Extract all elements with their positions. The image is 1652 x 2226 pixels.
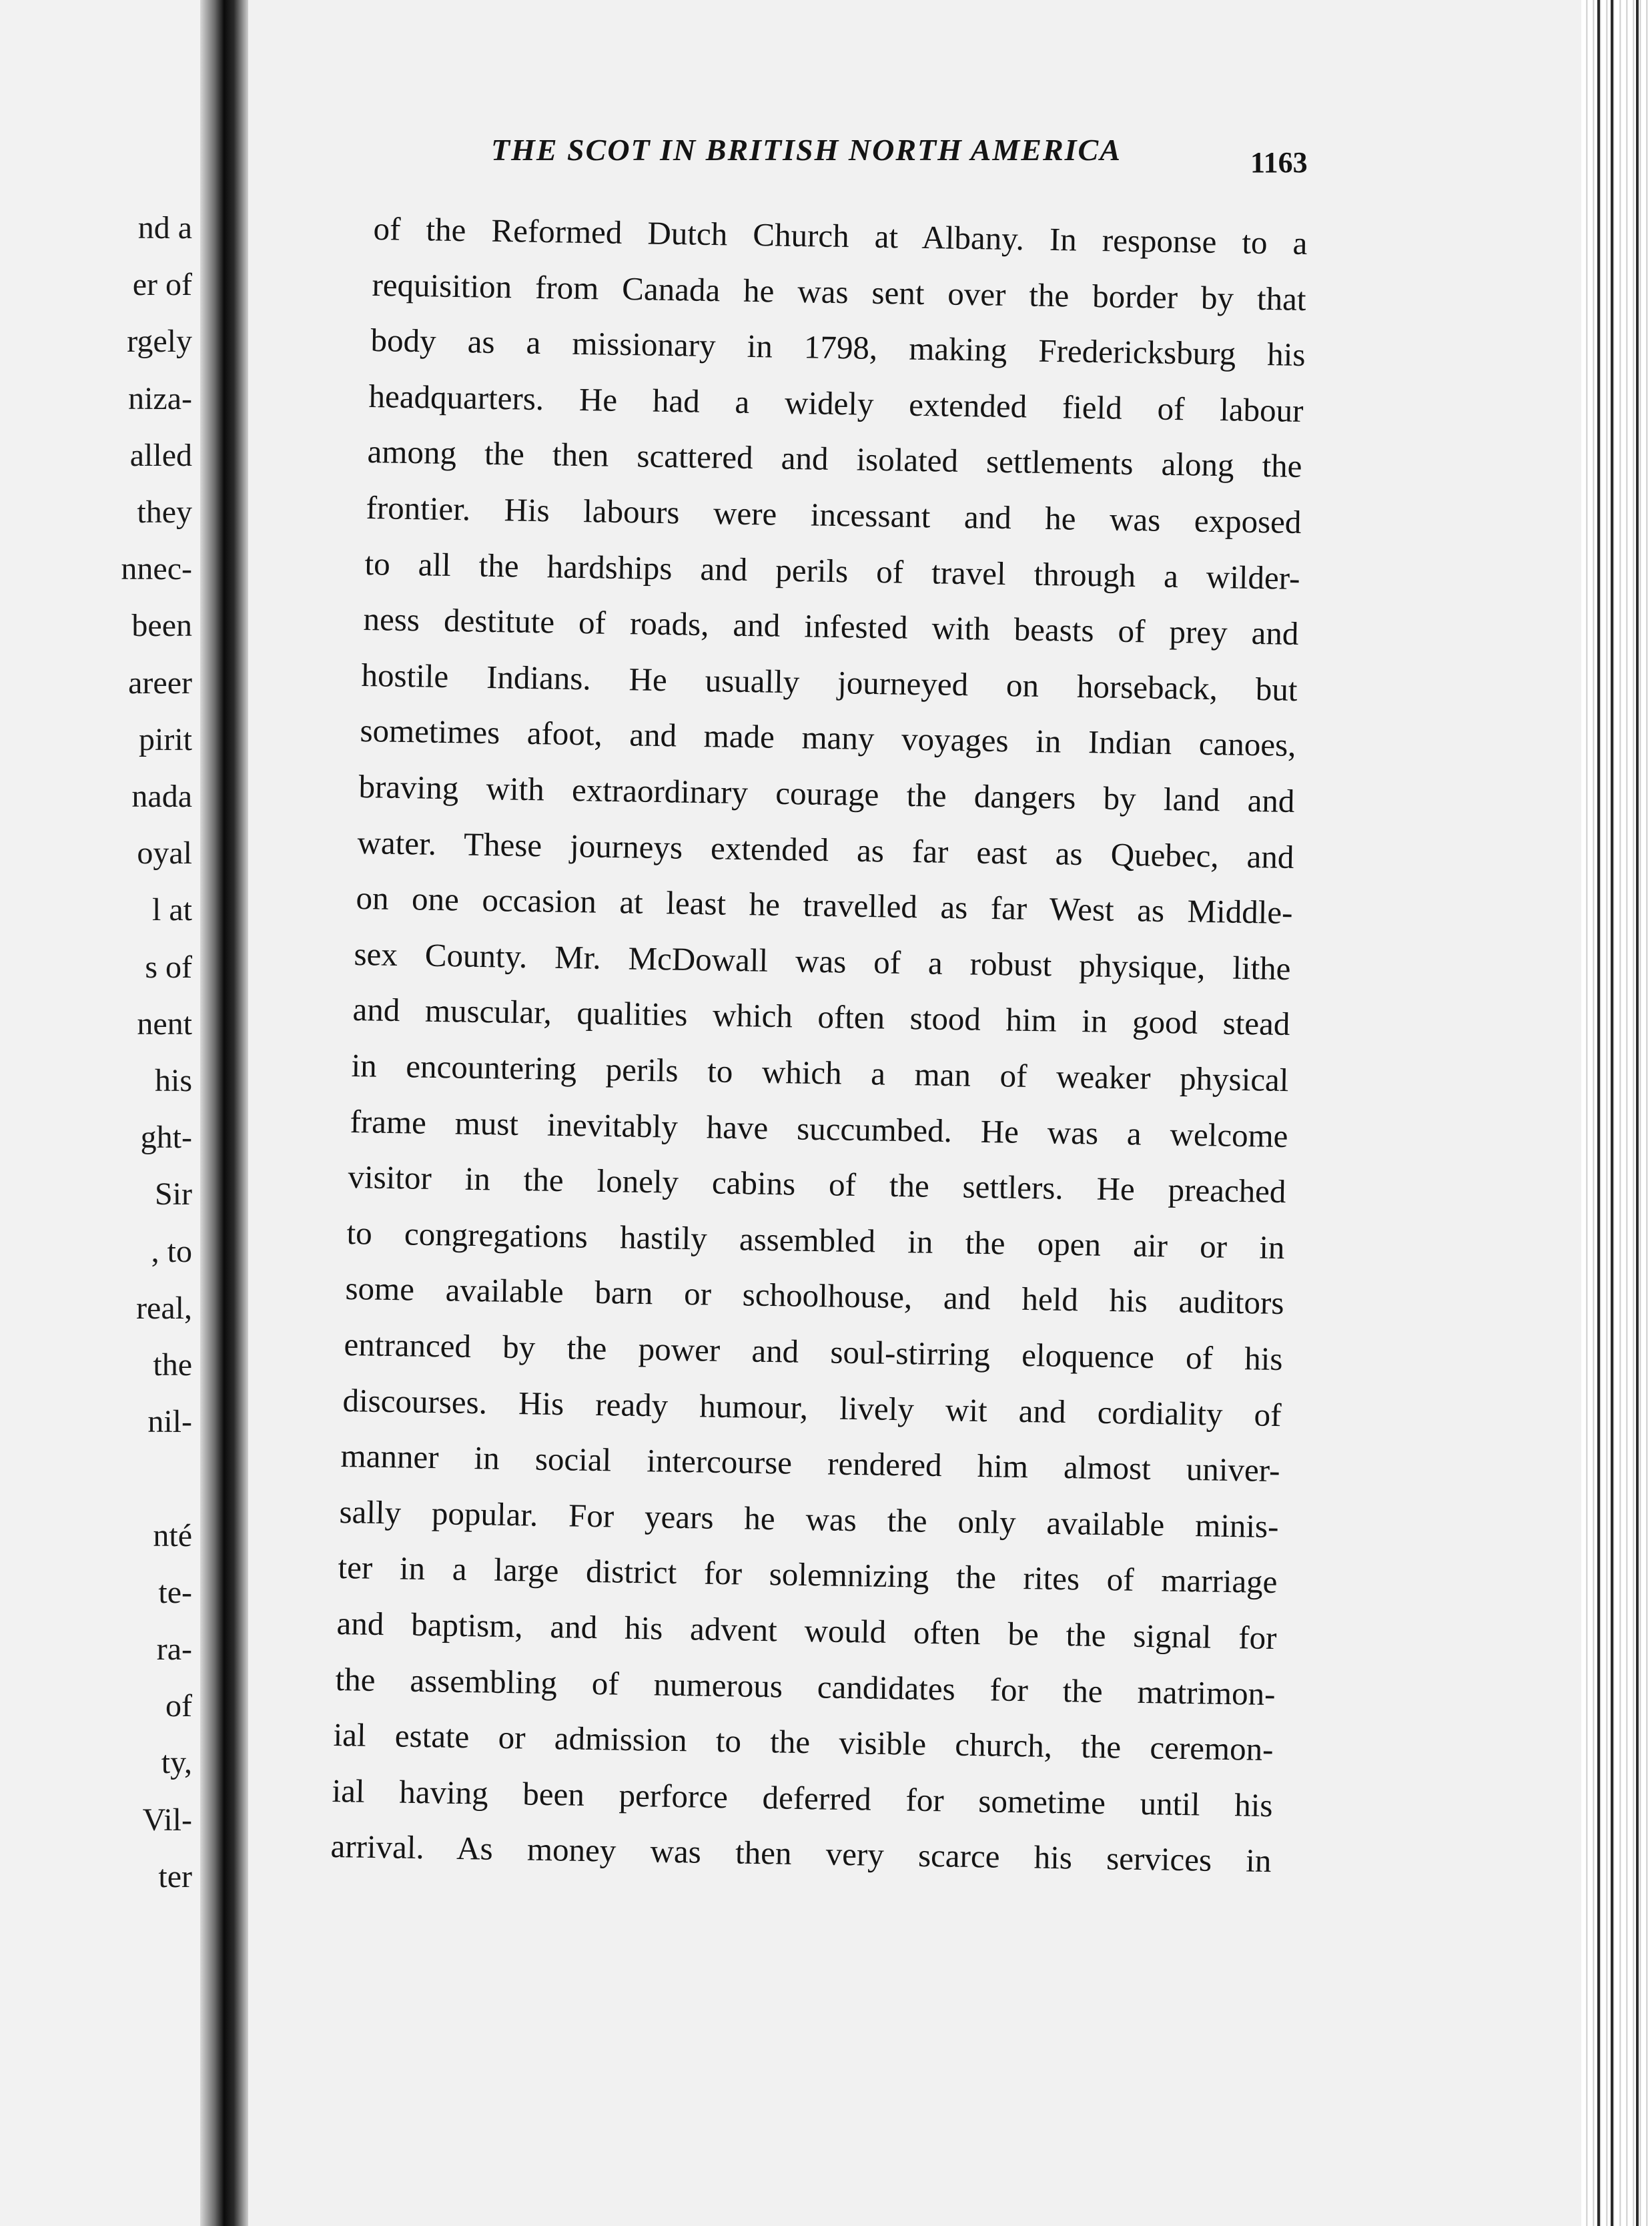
left-page-line: they bbox=[137, 494, 192, 530]
left-page-line: ght- bbox=[140, 1120, 192, 1155]
left-page-line: real, bbox=[136, 1290, 192, 1326]
body-line: frame must inevitably have succumbed. He was a welcome bbox=[350, 1103, 1288, 1155]
body-line: among the then scattered and isolated settlements along the bbox=[367, 433, 1302, 484]
body-line: arrival. As money was then very scarce his services in bbox=[330, 1828, 1272, 1880]
left-page-line: Vil- bbox=[142, 1802, 192, 1838]
left-page-line: nnec- bbox=[121, 551, 192, 587]
left-page-line: nd a bbox=[137, 210, 192, 246]
left-page-line: areer bbox=[128, 665, 192, 701]
body-line: to all the hardships and perils of travel through a wilder- bbox=[364, 545, 1300, 597]
body-line: sometimes afoot, and made many voyages in Indian canoes, bbox=[360, 712, 1296, 764]
left-page-line: pirit bbox=[139, 722, 192, 757]
body-line: entranced by the power and soul-stirring eloquence of his bbox=[344, 1326, 1283, 1378]
left-page-line: ty, bbox=[161, 1745, 192, 1780]
body-line: discourses. His ready humour, lively wit and cordiality of bbox=[342, 1382, 1282, 1434]
left-page-line: er of bbox=[132, 267, 192, 302]
running-head: THE SCOT IN BRITISH NORTH AMERICA bbox=[491, 133, 1122, 167]
body-line: body as a missionary in 1798, making Fredericksburg his bbox=[370, 322, 1306, 373]
body-line: ter in a large district for solemnizing the rites of marriage bbox=[338, 1549, 1278, 1601]
body-line: in encountering perils to which a man of weaker physical bbox=[351, 1047, 1289, 1099]
left-page-line: nil- bbox=[147, 1404, 192, 1439]
left-page-line: of bbox=[165, 1688, 192, 1724]
body-line: sex County. Mr. McDowall was of a robust physique, lithe bbox=[354, 936, 1291, 988]
body-line: frontier. His labours were incessant and he was exposed bbox=[366, 489, 1302, 541]
body-line: braving with extraordinary courage the dangers by land and bbox=[358, 768, 1295, 820]
left-page-line: Sir bbox=[154, 1176, 192, 1212]
left-page-line: s of bbox=[145, 950, 192, 985]
left-page-line: , to bbox=[151, 1234, 192, 1269]
body-line: ial having been perforce deferred for sometime until his bbox=[332, 1772, 1273, 1824]
body-line: sally popular. For years he was the only available minis- bbox=[339, 1493, 1279, 1545]
left-page-line: alled bbox=[129, 438, 192, 473]
left-page-line: ra- bbox=[156, 1631, 192, 1667]
body-line: ial estate or admission to the visible church, the ceremon- bbox=[333, 1716, 1274, 1768]
left-page-line: nté bbox=[153, 1518, 192, 1553]
body-line: requisition from Canada he was sent over the border by that bbox=[372, 266, 1306, 318]
body-line: on one occasion at least he travelled as far West as Middle- bbox=[356, 879, 1293, 932]
page-number: 1163 bbox=[1250, 146, 1308, 179]
body-line: of the Reformed Dutch Church at Albany. In response to a bbox=[373, 210, 1308, 262]
left-page-line: ter bbox=[158, 1859, 192, 1894]
body-line: and baptism, and his advent would often be the signal for bbox=[336, 1605, 1277, 1657]
body-line: the assembling of numerous candidates for the matrimon- bbox=[335, 1661, 1276, 1713]
left-page-line: the bbox=[153, 1347, 192, 1383]
body-line: water. These journeys extended as far east as Quebec, and bbox=[357, 824, 1294, 876]
left-page-line: rgely bbox=[127, 324, 192, 359]
body-line: hostile Indians. He usually journeyed on horseback, but bbox=[361, 657, 1298, 709]
body-line: manner in social intercourse rendered him almost univer- bbox=[340, 1437, 1280, 1489]
body-line: headquarters. He had a widely extended field of labour bbox=[368, 378, 1304, 429]
body-line: to congregations hastily assembled in the open air or in bbox=[346, 1214, 1285, 1266]
left-page-line: oyal bbox=[137, 835, 192, 871]
left-page-line: l at bbox=[152, 892, 192, 928]
left-page-line: niza- bbox=[128, 381, 192, 416]
left-page-line: te- bbox=[158, 1575, 192, 1610]
body-line: and muscular, qualities which often stood him in good stead bbox=[352, 991, 1290, 1043]
body-line: ness destitute of roads, and infested with beasts of prey and bbox=[363, 601, 1299, 653]
body-line: visitor in the lonely cabins of the settlers. He preached bbox=[348, 1158, 1286, 1210]
left-page-line: nada bbox=[131, 779, 192, 814]
left-page-line: nent bbox=[137, 1006, 192, 1042]
body-line: some available barn or schoolhouse, and held his auditors bbox=[345, 1270, 1284, 1322]
left-page-line: been bbox=[131, 608, 192, 643]
left-page-line: his bbox=[154, 1063, 192, 1098]
